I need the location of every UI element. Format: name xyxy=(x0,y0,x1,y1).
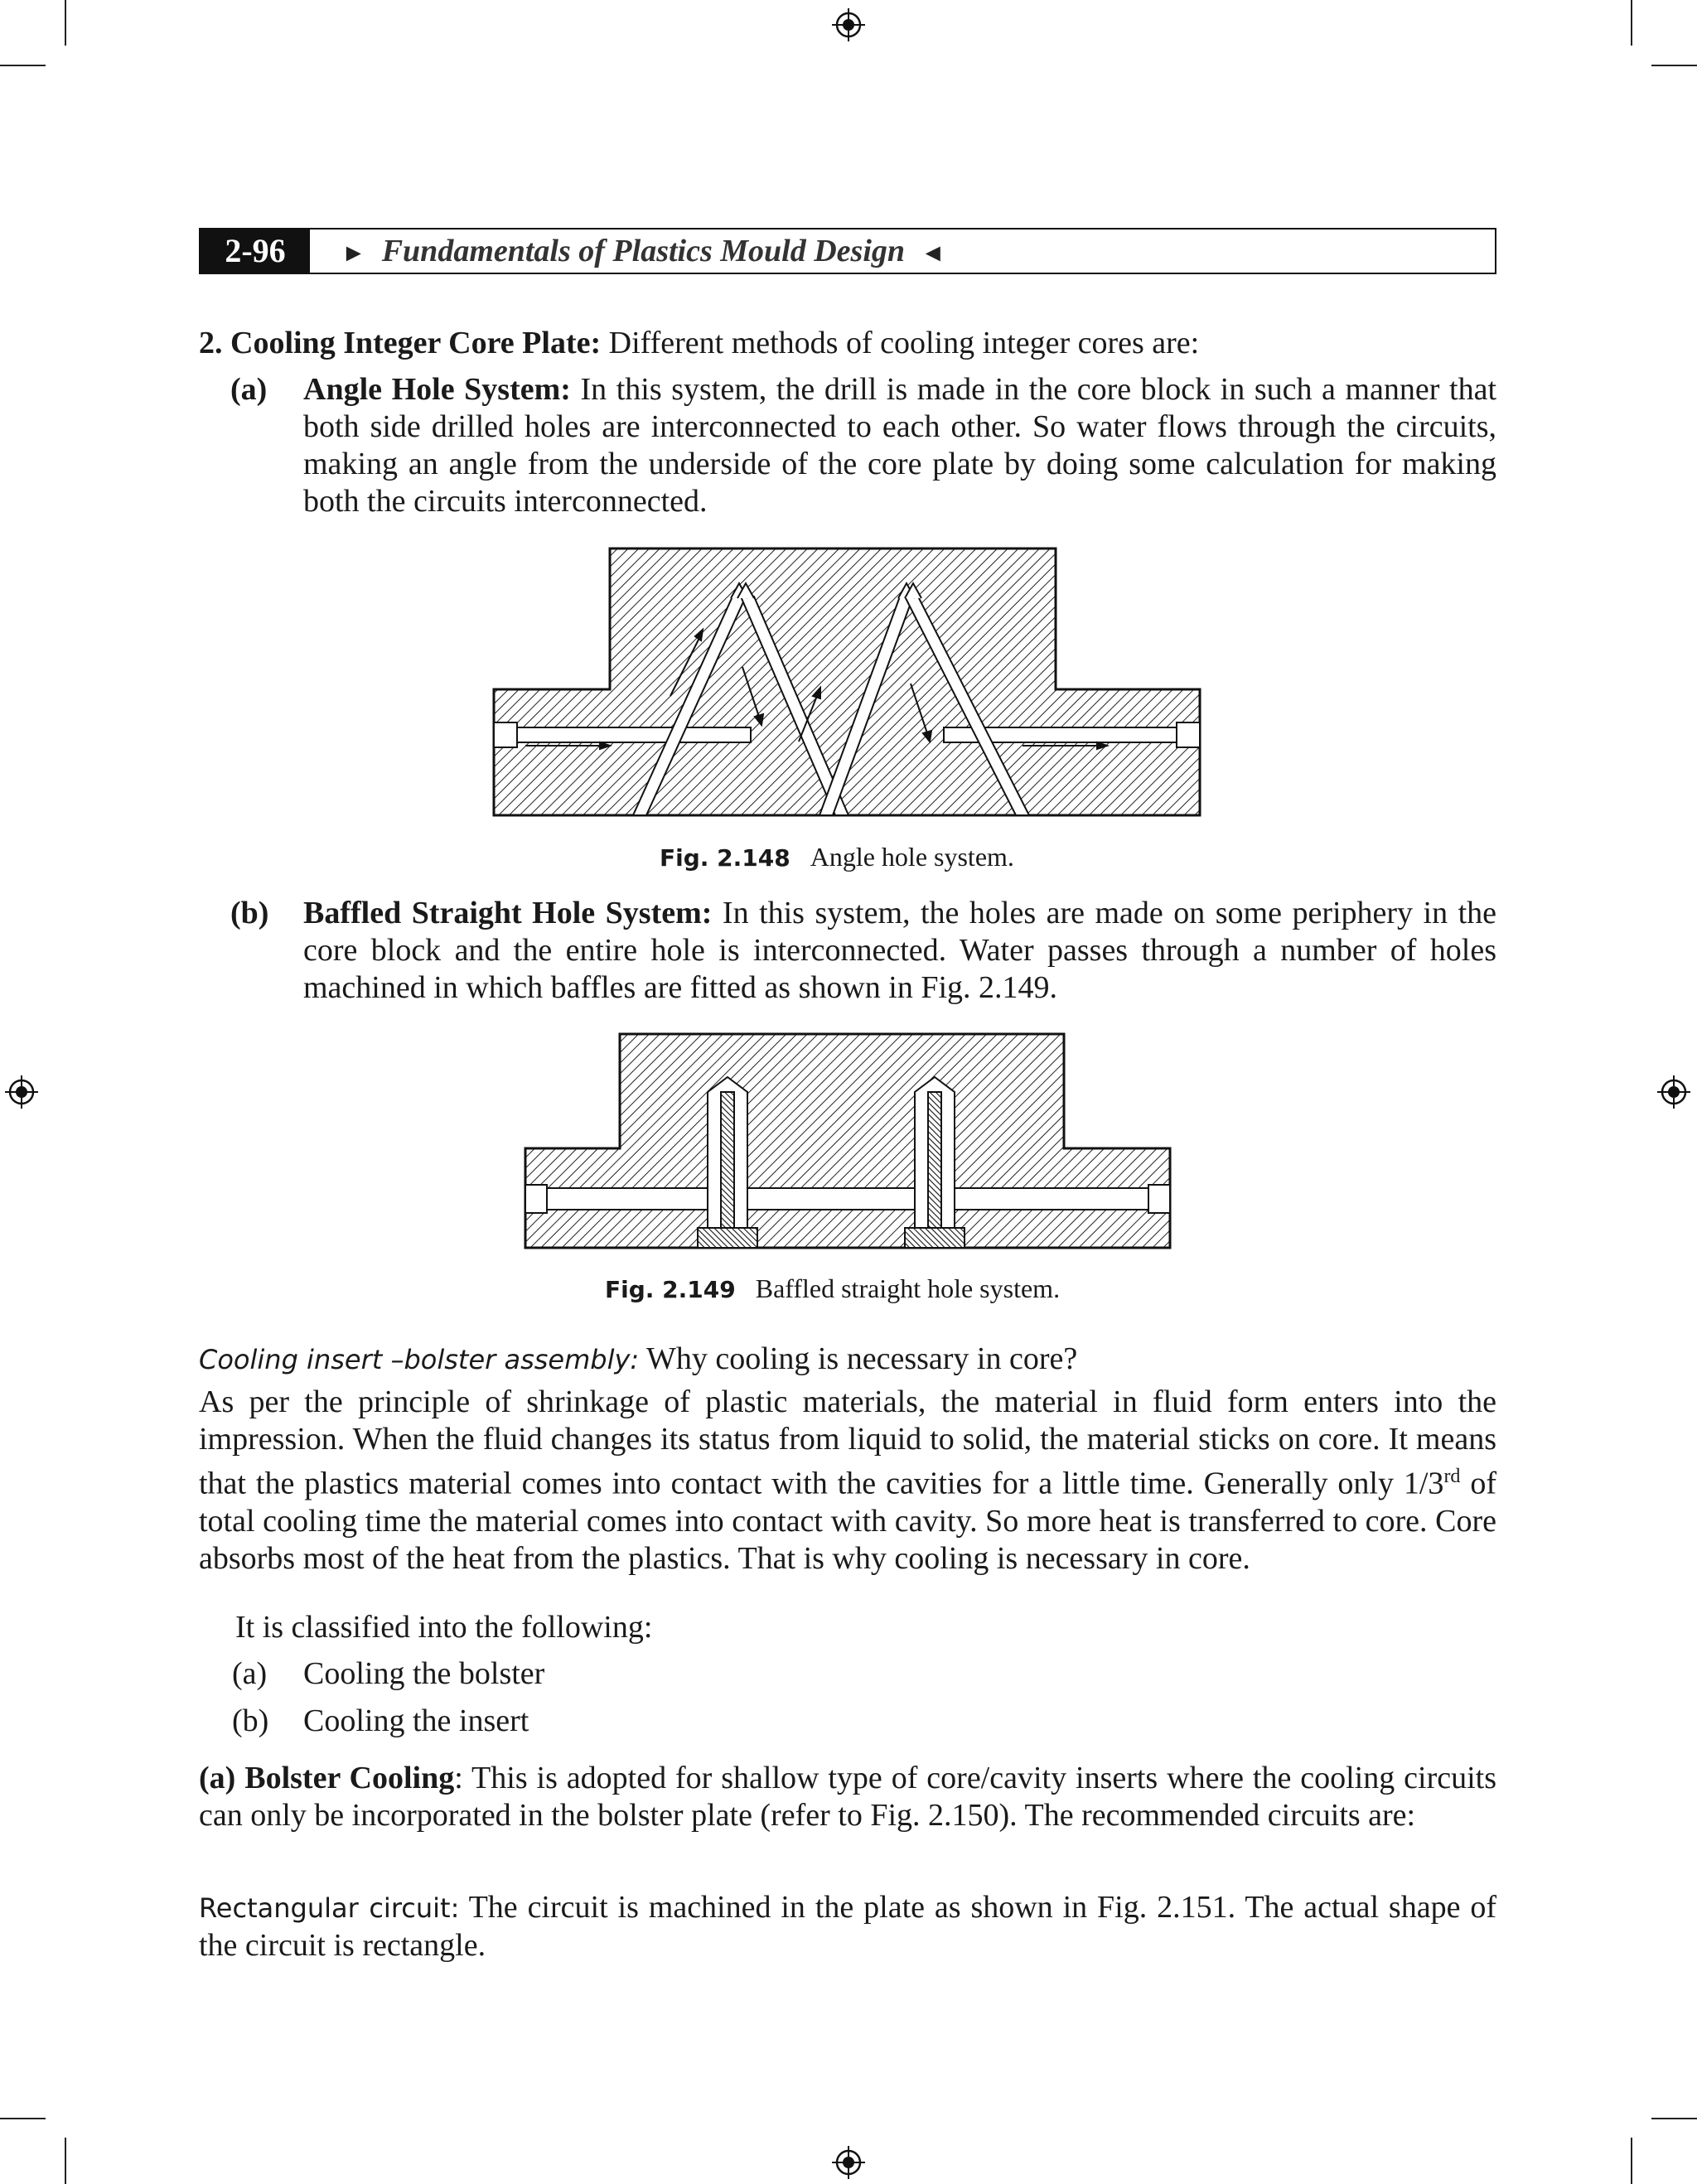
page-number: 2-96 xyxy=(201,230,310,273)
cooling-paragraph-part2b: of total cooling time the material comes into contact with cavity. So more heat is transferred to core. Core absorbs most of the heat from the plastics. That is why cooling is necessary in core. xyxy=(199,1466,1497,1576)
item-a-paragraph xyxy=(303,371,1496,520)
rectangular-circuit-text: The circuit is machined in the plate as shown in Fig. 2.151. The actual shape of the circuit is rectangle. xyxy=(199,1890,1496,1963)
cooling-paragraph-part2a: Generally only 1/3 xyxy=(1203,1466,1444,1501)
crop-mark xyxy=(65,2138,66,2184)
crop-mark xyxy=(0,65,46,66)
registration-mark-icon xyxy=(830,2144,867,2181)
cooling-insert-heading xyxy=(199,1341,1496,1379)
figure-angle-hole-system xyxy=(492,547,1201,820)
book-title-text: Fundamentals of Plastics Mould Design xyxy=(381,234,906,268)
classified-line: It is classified into the following: xyxy=(235,1610,653,1645)
core-block-outline xyxy=(525,1034,1170,1248)
bolster-cooling-heading: (a) Bolster Cooling xyxy=(199,1761,455,1795)
item-a-heading: Angle Hole System: xyxy=(303,372,571,407)
triangle-left-icon: ◄ xyxy=(921,239,945,267)
figure-148-text: Angle hole system. xyxy=(810,842,1014,872)
item-b-paragraph xyxy=(303,895,1496,1007)
list-item xyxy=(232,1655,267,1693)
running-header xyxy=(199,228,1496,274)
cooling-paragraph-part1: As per the principle of shrinkage of plastic materials, the material in fluid form enters into the impression. When the fluid changes its status from liquid to solid, the material sticks on core. It means that the plastics material comes into contact with the cavities for a little time. xyxy=(199,1384,1496,1501)
list-item-text: Cooling the insert xyxy=(303,1703,529,1738)
item-b-heading: Baffled Straight Hole System: xyxy=(303,896,713,930)
crop-mark xyxy=(1651,65,1697,66)
bolster-cooling-text: : This is adopted for shallow type of core/cavity inserts where the cooling circuits can only be incorporated in the bolster plate (refer to Fig. 2.150). The recommended circuits are: xyxy=(199,1761,1496,1833)
triangle-right-icon: ► xyxy=(341,239,366,267)
crop-mark xyxy=(0,2118,46,2119)
bolster-cooling-paragraph xyxy=(199,1760,1496,1834)
item-a-marker: (a) xyxy=(230,372,268,407)
superscript-rd: rd xyxy=(1443,1466,1461,1487)
registration-mark-icon xyxy=(3,1074,40,1110)
cooling-paragraph xyxy=(199,1384,1496,1578)
list-item-text: Cooling the bolster xyxy=(303,1656,545,1691)
crop-mark xyxy=(1631,2138,1632,2184)
section-2-text: Different methods of cooling integer cores are: xyxy=(608,326,1200,360)
book-title xyxy=(341,230,945,273)
rectangular-circuit-heading: Rectangular circuit: xyxy=(199,1892,460,1924)
figure-149-caption xyxy=(605,1273,1060,1304)
rectangular-circuit-paragraph xyxy=(199,1889,1496,1964)
section-2-heading xyxy=(199,325,1496,362)
item-a-text: In this system, the drill is made in the core block in such a manner that both side drilled holes are interconnected to each other. So water flows through the circuits, making an angle from the underside of the core plate by doing some calculation for making both the circuits interconnected. xyxy=(303,372,1497,519)
cooling-insert-question: Why cooling is necessary in core? xyxy=(646,1341,1078,1376)
list-item-marker: (b) xyxy=(232,1703,269,1738)
section-2-label: 2. Cooling Integer Core Plate: xyxy=(199,326,602,360)
figure-148-number: Fig. 2.148 xyxy=(660,844,790,872)
registration-mark-icon xyxy=(1656,1074,1692,1110)
figure-baffled-straight-hole-system xyxy=(524,1032,1172,1251)
registration-mark-icon xyxy=(830,7,867,43)
crop-mark xyxy=(1651,2118,1697,2119)
figure-149-text: Baffled straight hole system. xyxy=(755,1273,1061,1303)
list-item xyxy=(232,1703,268,1740)
figure-149-number: Fig. 2.149 xyxy=(605,1276,736,1303)
crop-mark xyxy=(1631,0,1632,46)
figure-148-caption xyxy=(660,842,1014,872)
item-b-text: In this system, the holes are made on some periphery in the core block and the entire hole is interconnected. Water passes through a number of holes machined in which baffles are fitted as shown in Fig. 2.149. xyxy=(303,896,1497,1005)
cooling-insert-label: Cooling insert –bolster assembly: xyxy=(199,1344,640,1375)
crop-mark xyxy=(65,0,66,46)
item-b-marker: (b) xyxy=(230,896,269,930)
list-item-marker: (a) xyxy=(232,1656,268,1691)
